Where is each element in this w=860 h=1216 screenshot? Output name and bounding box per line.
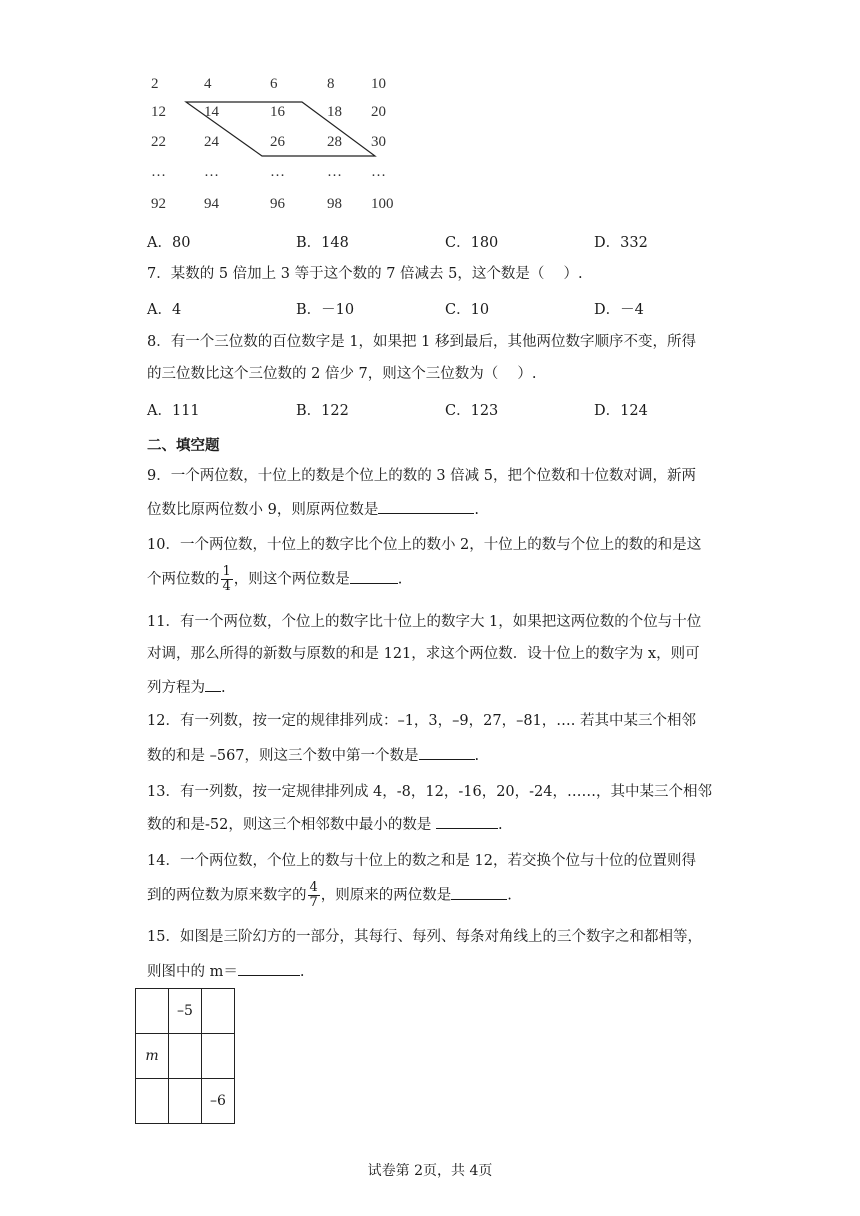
- q7-option-b: B．－10: [296, 302, 355, 318]
- question-13-end: .: [497, 817, 503, 833]
- grid-number: 6: [270, 76, 278, 92]
- q8-option-b: B．122: [296, 403, 349, 419]
- q6-option-b: B．148: [296, 235, 349, 251]
- answer-blank-9[interactable]: [378, 499, 474, 514]
- question-13-text: 数的和是-52，则这三个相邻数中最小的数是: [147, 817, 436, 833]
- grid-number: 18: [327, 104, 342, 120]
- q7-option-c: C．10: [445, 302, 490, 318]
- question-11-text: 列方程为: [147, 680, 205, 696]
- question-14-line2: [147, 881, 512, 910]
- q7-option-d: D．－4: [594, 302, 644, 318]
- magic-square-table: [135, 988, 235, 1124]
- grid-number: 100: [371, 196, 394, 212]
- question-10-text-2: ，则这个两位数是: [233, 571, 350, 588]
- question-14-line1: 14．一个两位数，个位上的数与十位上的数之和是 12，若交换个位与十位的位置则得: [147, 853, 697, 869]
- answer-blank-10[interactable]: [350, 569, 398, 584]
- question-11-line1: 11．有一个两位数，个位上的数字比十位上的数字大 1，如果把这两位数的个位与十位: [147, 614, 702, 630]
- grid-number: 12: [151, 104, 166, 120]
- page-footer: 试卷第 2页，共 4页: [367, 1163, 493, 1179]
- question-14-text: 到的两位数为原来数字的: [147, 887, 307, 904]
- fraction-denominator: 4: [222, 579, 231, 594]
- grid-number: …: [327, 164, 342, 180]
- question-11-end: .: [221, 680, 226, 696]
- magic-cell: –5: [169, 989, 202, 1034]
- grid-number: 22: [151, 134, 166, 150]
- grid-number: 28: [327, 134, 342, 150]
- magic-cell: [169, 1034, 202, 1079]
- question-12-line1: 12．有一列数，按一定的规律排列成：–1，3，–9，27，–81，…. 若其中某三个相邻: [147, 713, 696, 729]
- question-12-end: .: [474, 748, 480, 764]
- q8-option-c: C．123: [445, 403, 499, 419]
- question-10-end: .: [397, 571, 403, 588]
- question-10-line1: 10．一个两位数，十位上的数字比个位上的数小 2，十位上的数与个位上的数的和是这: [147, 537, 702, 553]
- question-11-line2: 对调，那么所得的新数与原数的和是 121，求这个两位数．设十位上的数字为 x，则可: [147, 646, 700, 662]
- q6-option-c: C．180: [445, 235, 499, 251]
- question-7-text: 7．某数的 5 倍加上 3 等于这个数的 7 倍减去 5，这个数是（ ）.: [147, 266, 583, 282]
- question-13-line2: [147, 814, 503, 835]
- question-14-text-2: ，则原来的两位数是: [320, 887, 452, 904]
- grid-number: 24: [204, 134, 219, 150]
- question-9-line1: 9．一个两位数，十位上的数是个位上的数的 3 倍减 5，把个位数和十位数对调，新两: [147, 468, 697, 484]
- grid-number: 98: [327, 196, 342, 212]
- question-12-line2: [147, 745, 479, 766]
- question-15-line2: [147, 961, 304, 982]
- answer-blank-14[interactable]: [451, 885, 507, 900]
- q8-option-a: A．111: [147, 403, 200, 419]
- question-14-end: .: [507, 887, 512, 904]
- fraction-denominator: 7: [309, 895, 318, 910]
- magic-cell: [136, 989, 169, 1034]
- fraction-four-sevenths: [308, 881, 320, 910]
- grid-number: 10: [371, 76, 386, 92]
- magic-cell-m: m: [136, 1034, 169, 1079]
- question-9-end: .: [474, 502, 479, 518]
- section-title: 二、填空题: [147, 437, 220, 454]
- answer-blank-12[interactable]: [419, 745, 475, 760]
- grid-number: …: [204, 164, 219, 180]
- grid-number: 20: [371, 104, 386, 120]
- question-15-text: 则图中的 m＝: [147, 964, 238, 980]
- grid-number: 94: [204, 196, 219, 212]
- grid-number: 26: [270, 134, 285, 150]
- grid-number: …: [371, 164, 386, 180]
- grid-number: 2: [151, 76, 159, 92]
- parallelogram-figure: [0, 0, 860, 230]
- grid-number: 30: [371, 134, 386, 150]
- q6-option-a: A．80: [147, 235, 191, 251]
- question-10-line2: [147, 565, 402, 594]
- fraction-numerator: 1: [222, 564, 231, 579]
- magic-cell: [169, 1079, 202, 1124]
- answer-blank-11[interactable]: [205, 677, 221, 692]
- question-13-line1: 13．有一列数，按一定规律排列成 4，-8，12，-16，20，-24，……，其中某三个相邻: [147, 784, 713, 800]
- fraction-one-quarter: [221, 565, 233, 594]
- grid-number: …: [270, 164, 285, 180]
- q8-option-d: D．124: [594, 403, 648, 419]
- magic-cell: [136, 1079, 169, 1124]
- question-12-text: 数的和是 –567，则这三个数中第一个数是: [147, 748, 419, 764]
- magic-cell: –6: [202, 1079, 235, 1124]
- magic-cell: [202, 989, 235, 1034]
- q7-option-a: A．4: [147, 302, 182, 318]
- grid-number: 8: [327, 76, 335, 92]
- question-11-line3: [147, 677, 226, 698]
- grid-number: 14: [204, 104, 219, 120]
- answer-blank-13[interactable]: [436, 814, 498, 829]
- grid-number: …: [151, 164, 166, 180]
- magic-cell: [202, 1034, 235, 1079]
- answer-blank-15[interactable]: [238, 961, 300, 976]
- grid-number: 4: [204, 76, 212, 92]
- question-9-line2: [147, 499, 479, 520]
- question-15-line1: 15．如图是三阶幻方的一部分，其每行、每列、每条对角线上的三个数字之和都相等，: [147, 929, 702, 945]
- question-9-text: 位数比原两位数小 9，则原两位数是: [147, 502, 379, 518]
- question-8-line2: 的三位数比这个三位数的 2 倍少 7，则这个三位数为（ ）.: [147, 366, 537, 382]
- grid-number: 96: [270, 196, 285, 212]
- question-8-line1: 8．有一个三位数的百位数字是 1，如果把 1 移到最后，其他两位数字顺序不变，所得: [147, 334, 697, 350]
- grid-number: 16: [270, 104, 285, 120]
- fraction-numerator: 4: [309, 880, 318, 895]
- grid-number: 92: [151, 196, 166, 212]
- q6-option-d: D．332: [594, 235, 648, 251]
- question-10-text: 个两位数的: [147, 571, 220, 588]
- question-15-end: .: [299, 964, 305, 980]
